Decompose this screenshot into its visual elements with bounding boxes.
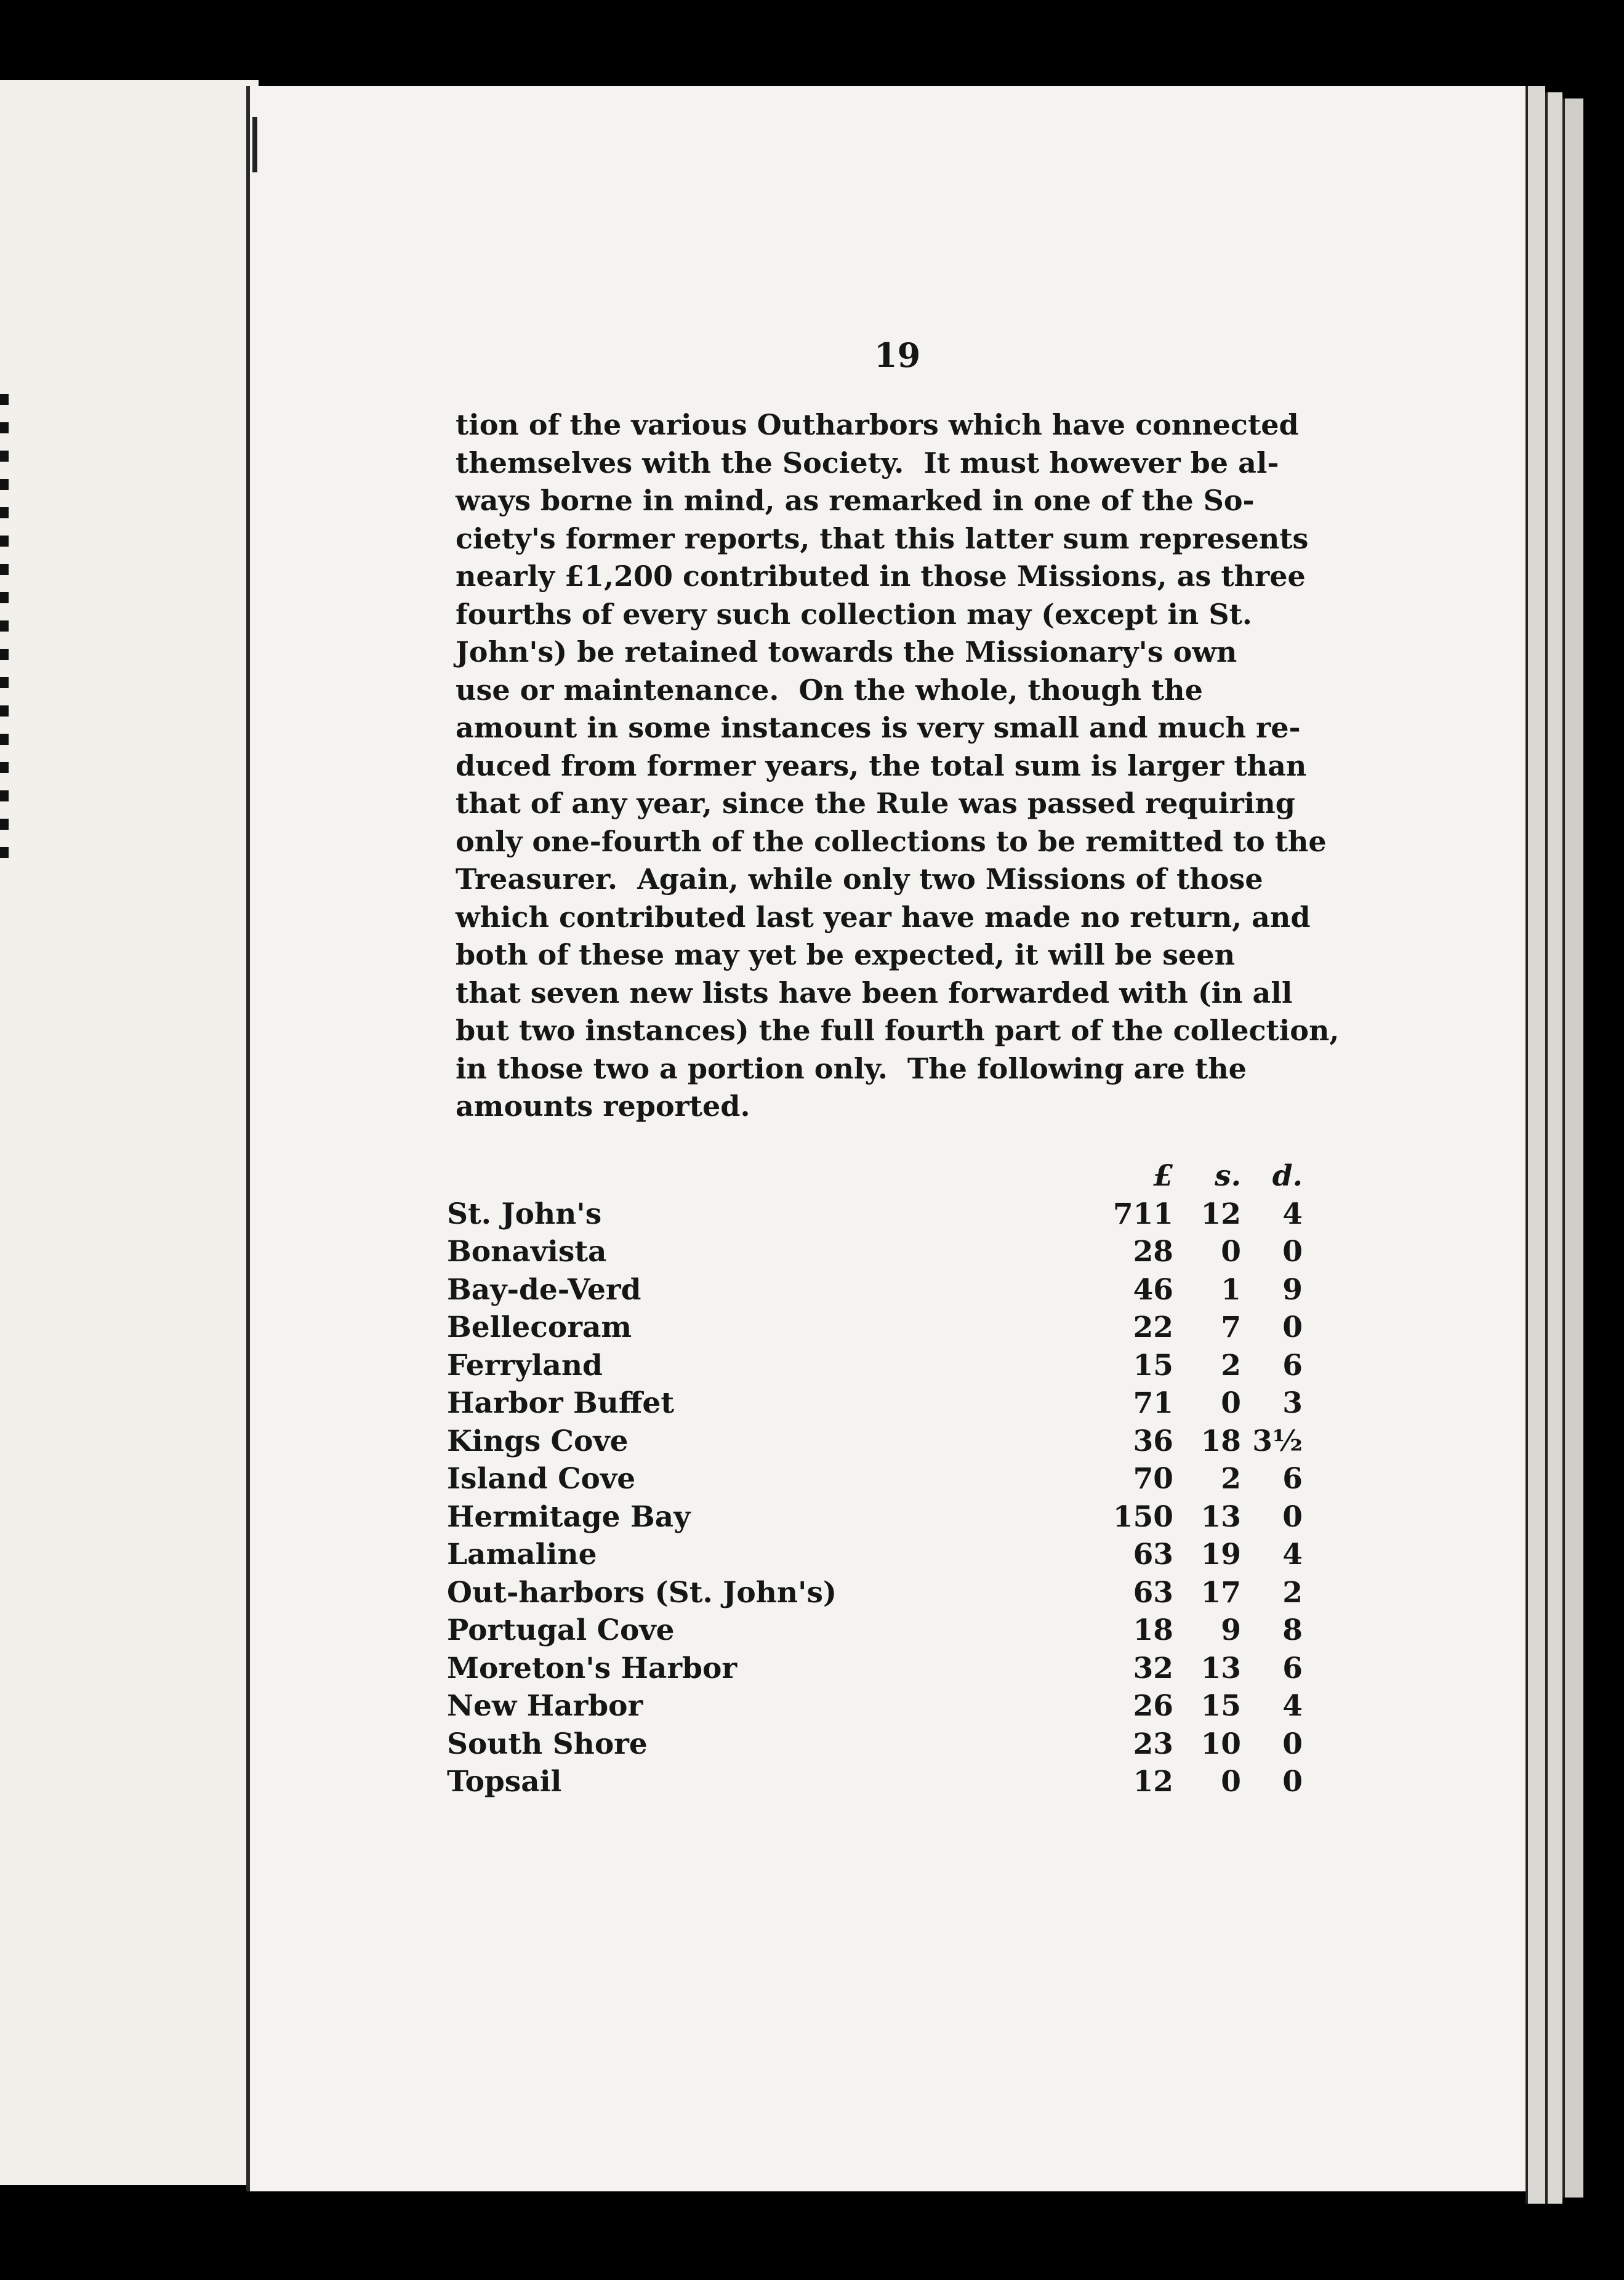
table-row — [447, 1574, 1303, 1612]
pence-value: 4 — [1282, 1689, 1303, 1723]
text-line: fourths of every such collection may (except in St. — [456, 597, 1252, 631]
text-line: duced from former years, the total sum is larger than — [456, 749, 1307, 782]
shillings-value: 1 — [1221, 1272, 1241, 1307]
table-row — [447, 1725, 1303, 1764]
place-name: Bay-de-Verd — [447, 1272, 641, 1307]
table-row — [447, 1195, 1303, 1234]
pence-value: 4 — [1282, 1538, 1303, 1572]
table-row — [447, 1650, 1303, 1688]
pounds-value: 28 — [1133, 1235, 1173, 1269]
place-name: Kings Cove — [447, 1424, 629, 1458]
text-line: in those two a portion only. The following are the — [456, 1051, 1247, 1085]
shillings-value: 0 — [1221, 1235, 1241, 1269]
pounds-value: 18 — [1133, 1613, 1173, 1647]
table-row — [447, 1612, 1303, 1650]
text-line: Treasurer. Again, while only two Missions of those — [456, 862, 1263, 896]
pence-value: 0 — [1282, 1311, 1303, 1344]
text-line: amounts reported. — [456, 1090, 750, 1123]
text-line: ciety's former reports, that this latter sum represents — [456, 521, 1309, 555]
place-name: Topsail — [447, 1765, 562, 1799]
text-line: only one-fourth of the collections to be remitted to the — [456, 824, 1327, 858]
text-line: but two instances) the full fourth part of the collection, — [456, 1014, 1340, 1047]
table-row — [447, 1347, 1303, 1385]
pence-value: 0 — [1282, 1727, 1303, 1761]
place-name: St. John's — [447, 1197, 602, 1231]
page-edge — [1545, 92, 1562, 2204]
shillings-value: 13 — [1200, 1651, 1241, 1685]
shillings-value: 18 — [1200, 1424, 1241, 1458]
table-row — [447, 1233, 1303, 1271]
pounds-value: 26 — [1133, 1689, 1173, 1723]
shillings-value: 10 — [1200, 1727, 1241, 1761]
pence-value: 6 — [1282, 1462, 1303, 1496]
pence-value: 0 — [1282, 1499, 1303, 1534]
pounds-value: 32 — [1133, 1651, 1173, 1685]
table-row — [447, 1384, 1303, 1423]
table-row — [447, 1536, 1303, 1574]
shillings-value: 7 — [1221, 1311, 1241, 1344]
pence-value: 4 — [1282, 1197, 1303, 1231]
left-edge-binding — [0, 394, 9, 862]
table-row — [447, 1763, 1303, 1801]
pounds-value: 150 — [1112, 1499, 1173, 1534]
pounds-value: 71 — [1133, 1386, 1173, 1420]
text-line: tion of the various Outharbors which have connected — [456, 408, 1299, 441]
text-line: which contributed last year have made no return, and — [456, 900, 1311, 934]
text-line: use or maintenance. On the whole, though the — [456, 673, 1203, 707]
pence-value: 0 — [1282, 1765, 1303, 1799]
text-line: that of any year, since the Rule was passed requiring — [456, 787, 1295, 820]
table-row — [447, 1309, 1303, 1347]
place-name: Portugal Cove — [447, 1613, 675, 1647]
place-name: Hermitage Bay — [447, 1499, 691, 1534]
page-edge — [1526, 86, 1545, 2204]
table-header-row — [447, 1157, 1303, 1195]
header-pounds: £ — [1153, 1159, 1173, 1193]
pence-value: 2 — [1282, 1575, 1303, 1610]
table-row — [447, 1423, 1303, 1461]
text-line: that seven new lists have been forwarded with (in all — [456, 976, 1293, 1010]
text-line: themselves with the Society. It must however be al- — [456, 446, 1279, 480]
place-name: Harbor Buffet — [447, 1386, 675, 1420]
pounds-value: 63 — [1133, 1538, 1173, 1572]
text-line: amount in some instances is very small and much re- — [456, 711, 1301, 744]
place-name: New Harbor — [447, 1689, 643, 1723]
shillings-value: 2 — [1221, 1462, 1241, 1496]
shillings-value: 13 — [1200, 1499, 1241, 1534]
pounds-value: 46 — [1133, 1272, 1173, 1307]
place-name: Lamaline — [447, 1538, 597, 1572]
pounds-value: 711 — [1112, 1197, 1173, 1231]
place-name: Out-harbors (St. John's) — [447, 1575, 837, 1610]
place-name: Ferryland — [447, 1348, 603, 1383]
pounds-value: 70 — [1133, 1462, 1173, 1496]
table-row — [447, 1460, 1303, 1498]
pence-value: 0 — [1282, 1235, 1303, 1269]
pence-value: 6 — [1282, 1651, 1303, 1685]
body-text — [456, 406, 1340, 1126]
place-name: Island Cove — [447, 1462, 636, 1496]
shillings-value: 0 — [1221, 1765, 1241, 1799]
gutter-mark — [252, 117, 257, 172]
pence-value: 8 — [1282, 1613, 1303, 1647]
place-name: South Shore — [447, 1727, 648, 1761]
page-edge — [1562, 98, 1583, 2198]
header-shillings: s. — [1215, 1159, 1241, 1193]
shillings-value: 12 — [1200, 1197, 1241, 1231]
pence-value: 3½ — [1252, 1424, 1303, 1458]
shillings-value: 9 — [1221, 1613, 1241, 1647]
page — [246, 86, 1537, 2191]
pence-value: 3 — [1282, 1386, 1303, 1420]
place-name: Bellecoram — [447, 1311, 632, 1344]
left-page-fragment — [0, 80, 259, 2185]
shillings-value: 0 — [1221, 1386, 1241, 1420]
pounds-value: 36 — [1133, 1424, 1173, 1458]
pounds-value: 23 — [1133, 1727, 1173, 1761]
amounts-table — [447, 1157, 1303, 1801]
header-pence: d. — [1272, 1159, 1303, 1193]
text-line: nearly £1,200 contributed in those Missions, as three — [456, 560, 1306, 593]
shillings-value: 19 — [1200, 1538, 1241, 1572]
table-row — [447, 1498, 1303, 1536]
place-name: Moreton's Harbor — [447, 1651, 738, 1685]
text-line: both of these may yet be expected, it will be seen — [456, 938, 1236, 971]
paragraph — [456, 406, 1340, 1126]
shillings-value: 15 — [1200, 1689, 1241, 1723]
pounds-value: 22 — [1133, 1311, 1173, 1344]
pounds-value: 63 — [1133, 1575, 1173, 1610]
place-name: Bonavista — [447, 1235, 607, 1269]
shillings-value: 2 — [1221, 1348, 1241, 1383]
table-row — [447, 1271, 1303, 1309]
text-line: John's) be retained towards the Missionary's own — [456, 635, 1237, 668]
header-place — [447, 1157, 1106, 1195]
shillings-value: 17 — [1200, 1575, 1241, 1610]
pounds-value: 12 — [1133, 1765, 1173, 1799]
pence-value: 9 — [1282, 1272, 1303, 1307]
text-line: ways borne in mind, as remarked in one of the So- — [456, 484, 1255, 517]
pounds-value: 15 — [1133, 1348, 1173, 1383]
table-row — [447, 1687, 1303, 1725]
pence-value: 6 — [1282, 1348, 1303, 1383]
page-number: 19 — [874, 335, 921, 375]
